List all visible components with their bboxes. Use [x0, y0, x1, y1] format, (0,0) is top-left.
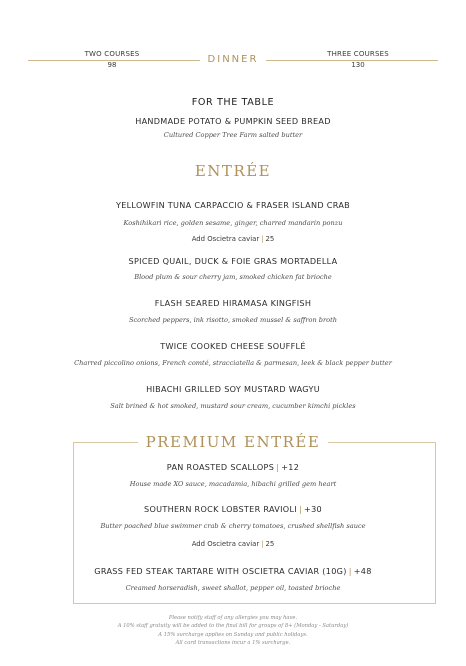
separator: | — [298, 504, 302, 514]
premium-dish-name: SOUTHERN ROCK LOBSTER RAVIOLI — [144, 504, 297, 514]
addon-label: Add Oscietra caviar — [191, 235, 260, 243]
premium-entree-title: PREMIUM ENTRÉE — [138, 433, 329, 451]
entree-item-name: YELLOWFIN TUNA CARPACCIO & FRASER ISLAND CRAB — [115, 200, 351, 210]
three-courses-price: 130 — [351, 61, 365, 69]
three-courses-label: THREE COURSES — [327, 50, 389, 58]
addon-price: 25 — [265, 235, 275, 243]
premium-item-desc: Creamed horseradish, sweet shallot, pepper oil, toasted brioche — [125, 584, 341, 592]
separator: | — [261, 540, 264, 548]
premium-dish-name: PAN ROASTED SCALLOPS — [166, 462, 275, 472]
premium-item-desc: House made XO sauce, macadamia, hibachi grilled gem heart — [129, 480, 337, 488]
footer-line: Please notify staff of any allergies you may have. — [168, 615, 298, 621]
premium-supplement: +30 — [304, 504, 322, 514]
bread-dish-name: HANDMADE POTATO & PUMPKIN SEED BREAD — [135, 116, 331, 126]
separator: | — [276, 462, 280, 472]
premium-title-wrap — [0, 432, 466, 451]
entree-caviar-addon — [0, 235, 466, 243]
menu-title: DINNER — [207, 54, 259, 65]
entree-item-desc: Salt brined & hot smoked, mustard sour cream, cucumber kimchi pickles — [110, 402, 356, 410]
premium-supplement: +12 — [281, 462, 300, 472]
two-courses-price: 98 — [107, 61, 117, 69]
footer-notes — [0, 614, 466, 648]
three-courses-block — [298, 50, 418, 69]
entree-item-desc: Scorched peppers, ink risotto, smoked mussel & saffron broth — [128, 316, 338, 324]
entree-item-name: TWICE COOKED CHEESE SOUFFLÉ — [160, 341, 306, 351]
two-courses-label: TWO COURSES — [84, 50, 140, 58]
entree-title: ENTRÉE — [194, 162, 272, 180]
entree-item-name: FLASH SEARED HIRAMASA KINGFISH — [154, 298, 312, 308]
premium-supplement: +48 — [353, 566, 372, 576]
addon-price: 25 — [265, 540, 275, 548]
footer-line: All card transactions incur a 1% surcharge. — [175, 640, 291, 647]
for-the-table-title: FOR THE TABLE — [191, 97, 275, 108]
premium-item-name — [0, 504, 466, 514]
premium-item-name — [0, 566, 466, 576]
entree-item-desc: Koshihikari rice, golden sesame, ginger, charred mandarin ponzu — [123, 219, 343, 227]
premium-item-desc: Butter poached blue swimmer crab & cherry tomatoes, crushed shellfish sauce — [100, 522, 366, 530]
separator: | — [261, 235, 264, 243]
footer-line: A 15% surcharge applies on Sunday and public holidays. — [158, 631, 308, 638]
entree-item-name: HIBACHI GRILLED SOY MUSTARD WAGYU — [146, 384, 320, 394]
premium-item-name — [0, 462, 466, 472]
separator: | — [348, 566, 352, 576]
premium-dish-name: GRASS FED STEAK TARTARE WITH OSCIETRA CAVIAR (10G) — [94, 566, 347, 576]
entree-item-name: SPICED QUAIL, DUCK & FOIE GRAS MORTADELLA — [128, 256, 338, 266]
entree-item-desc: Blood plum & sour cherry jam, smoked chicken fat brioche — [134, 273, 332, 281]
premium-caviar-addon — [0, 540, 466, 548]
bread-dish-desc: Cultured Copper Tree Farm salted butter — [163, 131, 303, 139]
entree-item-desc: Charred piccolino onions, French comté, stracciatella & parmesan, leek & black pepper butter — [74, 359, 392, 367]
footer-line: A 10% staff gratuity will be added to the final bill for groups of 8+ (Monday - Saturday) — [117, 623, 349, 630]
addon-label: Add Oscietra caviar — [191, 540, 260, 548]
